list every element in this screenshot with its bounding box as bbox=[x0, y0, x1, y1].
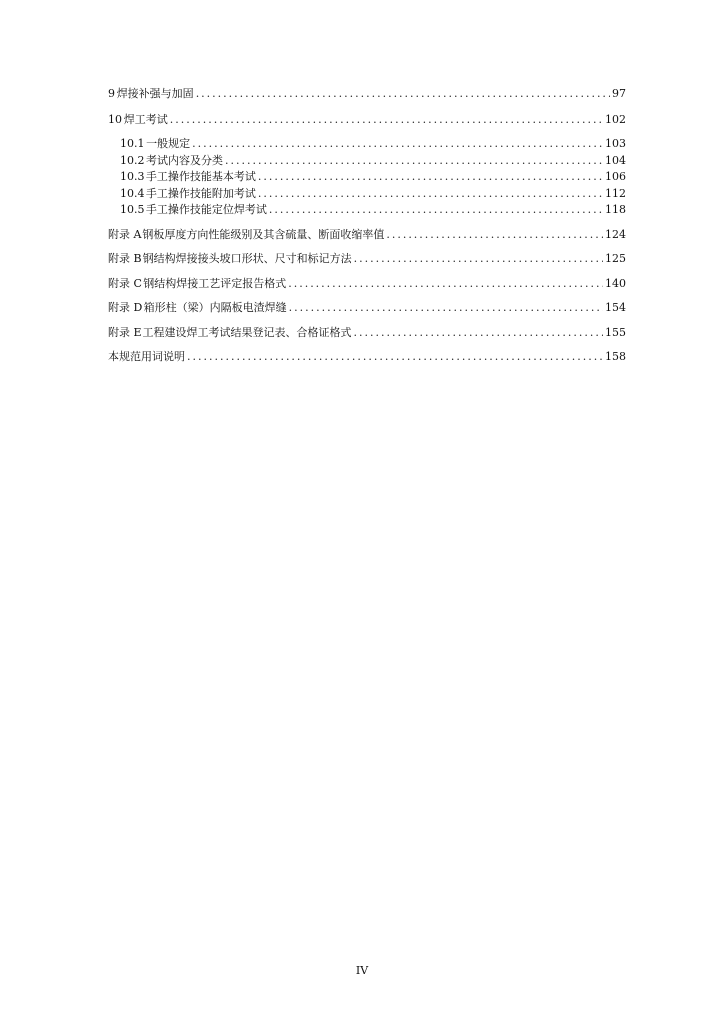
toc-entry-title: 本规范用词说明 bbox=[108, 350, 185, 363]
toc-dot-leader bbox=[258, 186, 603, 203]
toc-dot-leader bbox=[288, 276, 603, 293]
toc-dot-leader bbox=[192, 136, 603, 153]
toc-entry-number: 10 bbox=[108, 112, 122, 126]
toc-entry-title: 考试内容及分类 bbox=[146, 153, 224, 167]
toc-entry-number: 10.5 bbox=[120, 203, 145, 216]
toc-entry[interactable] bbox=[108, 349, 626, 366]
toc-entry-number: 10.3 bbox=[120, 170, 145, 183]
toc-entry-number: 附录 E bbox=[108, 325, 142, 339]
toc-entry-number: 附录 D bbox=[108, 301, 143, 314]
toc-entry-page-number: 102 bbox=[605, 112, 626, 126]
toc-entry-page-number: 118 bbox=[605, 203, 626, 216]
toc-entry-number: 附录 B bbox=[108, 252, 142, 265]
toc-entry-number: 附录 A bbox=[108, 227, 142, 241]
toc-entry-page-number: 125 bbox=[605, 252, 626, 265]
toc-entry[interactable] bbox=[108, 86, 626, 103]
toc-entry-page-number: 155 bbox=[605, 325, 626, 339]
toc-dot-leader bbox=[354, 325, 603, 342]
toc-entry-title: 一般规定 bbox=[146, 137, 191, 150]
toc-entry-page-number: 112 bbox=[605, 186, 626, 200]
toc-entry[interactable] bbox=[108, 227, 626, 244]
toc-dot-leader bbox=[269, 202, 603, 219]
toc-dot-leader bbox=[225, 153, 603, 170]
toc-entry[interactable] bbox=[108, 153, 626, 170]
toc-entry-title: 箱形柱（梁）内隔板电渣焊缝 bbox=[143, 301, 287, 314]
toc-dot-leader bbox=[196, 86, 610, 103]
toc-entry-title: 手工操作技能定位焊考试 bbox=[145, 203, 267, 216]
toc-entry[interactable] bbox=[108, 325, 626, 342]
toc-entry-page-number: 103 bbox=[605, 137, 626, 150]
toc-entry-title: 钢结构焊接工艺评定报告格式 bbox=[143, 276, 287, 290]
toc-entry-title: 焊工考试 bbox=[123, 112, 168, 126]
toc-dot-leader bbox=[258, 169, 603, 186]
toc-entry-page-number: 124 bbox=[605, 227, 626, 241]
toc-entry-number: 10.1 bbox=[120, 137, 145, 150]
toc-entry-page-number: 154 bbox=[605, 301, 626, 314]
toc-entry-number: 10.4 bbox=[120, 186, 145, 200]
toc-entry[interactable] bbox=[108, 251, 626, 268]
toc-entry[interactable] bbox=[108, 300, 626, 317]
toc-entry[interactable] bbox=[108, 186, 626, 203]
toc-entry-title: 钢结构焊接接头坡口形状、尺寸和标记方法 bbox=[142, 252, 352, 265]
toc-dot-leader bbox=[386, 227, 603, 244]
toc-dot-leader bbox=[354, 251, 603, 268]
toc-entry-page-number: 104 bbox=[605, 153, 626, 167]
toc-entry[interactable] bbox=[108, 112, 626, 129]
toc-dot-leader bbox=[289, 300, 603, 317]
toc-entry-page-number: 97 bbox=[612, 87, 626, 100]
table-of-contents bbox=[108, 86, 626, 366]
toc-entry-page-number: 106 bbox=[605, 170, 626, 183]
toc-entry[interactable] bbox=[108, 169, 626, 186]
toc-entry-page-number: 140 bbox=[605, 276, 626, 290]
toc-entry-title: 手工操作技能附加考试 bbox=[145, 186, 256, 200]
page-number-footer: IV bbox=[355, 964, 369, 977]
toc-entry-title: 手工操作技能基本考试 bbox=[145, 170, 256, 183]
toc-entry[interactable] bbox=[108, 136, 626, 153]
toc-entry-number: 10.2 bbox=[120, 153, 145, 167]
toc-entry-number: 附录 C bbox=[108, 276, 142, 290]
toc-dot-leader bbox=[187, 349, 603, 366]
toc-entry[interactable] bbox=[108, 202, 626, 219]
toc-entry-title: 钢板厚度方向性能级别及其含硫量、断面收缩率值 bbox=[142, 227, 385, 241]
toc-dot-leader bbox=[170, 112, 603, 129]
toc-entry-title: 焊接补强与加固 bbox=[116, 87, 194, 100]
toc-entry-title: 工程建设焊工考试结果登记表、合格证格式 bbox=[142, 325, 352, 339]
toc-entry[interactable] bbox=[108, 276, 626, 293]
toc-entry-page-number: 158 bbox=[605, 350, 626, 363]
toc-entry-number: 9 bbox=[108, 87, 115, 100]
